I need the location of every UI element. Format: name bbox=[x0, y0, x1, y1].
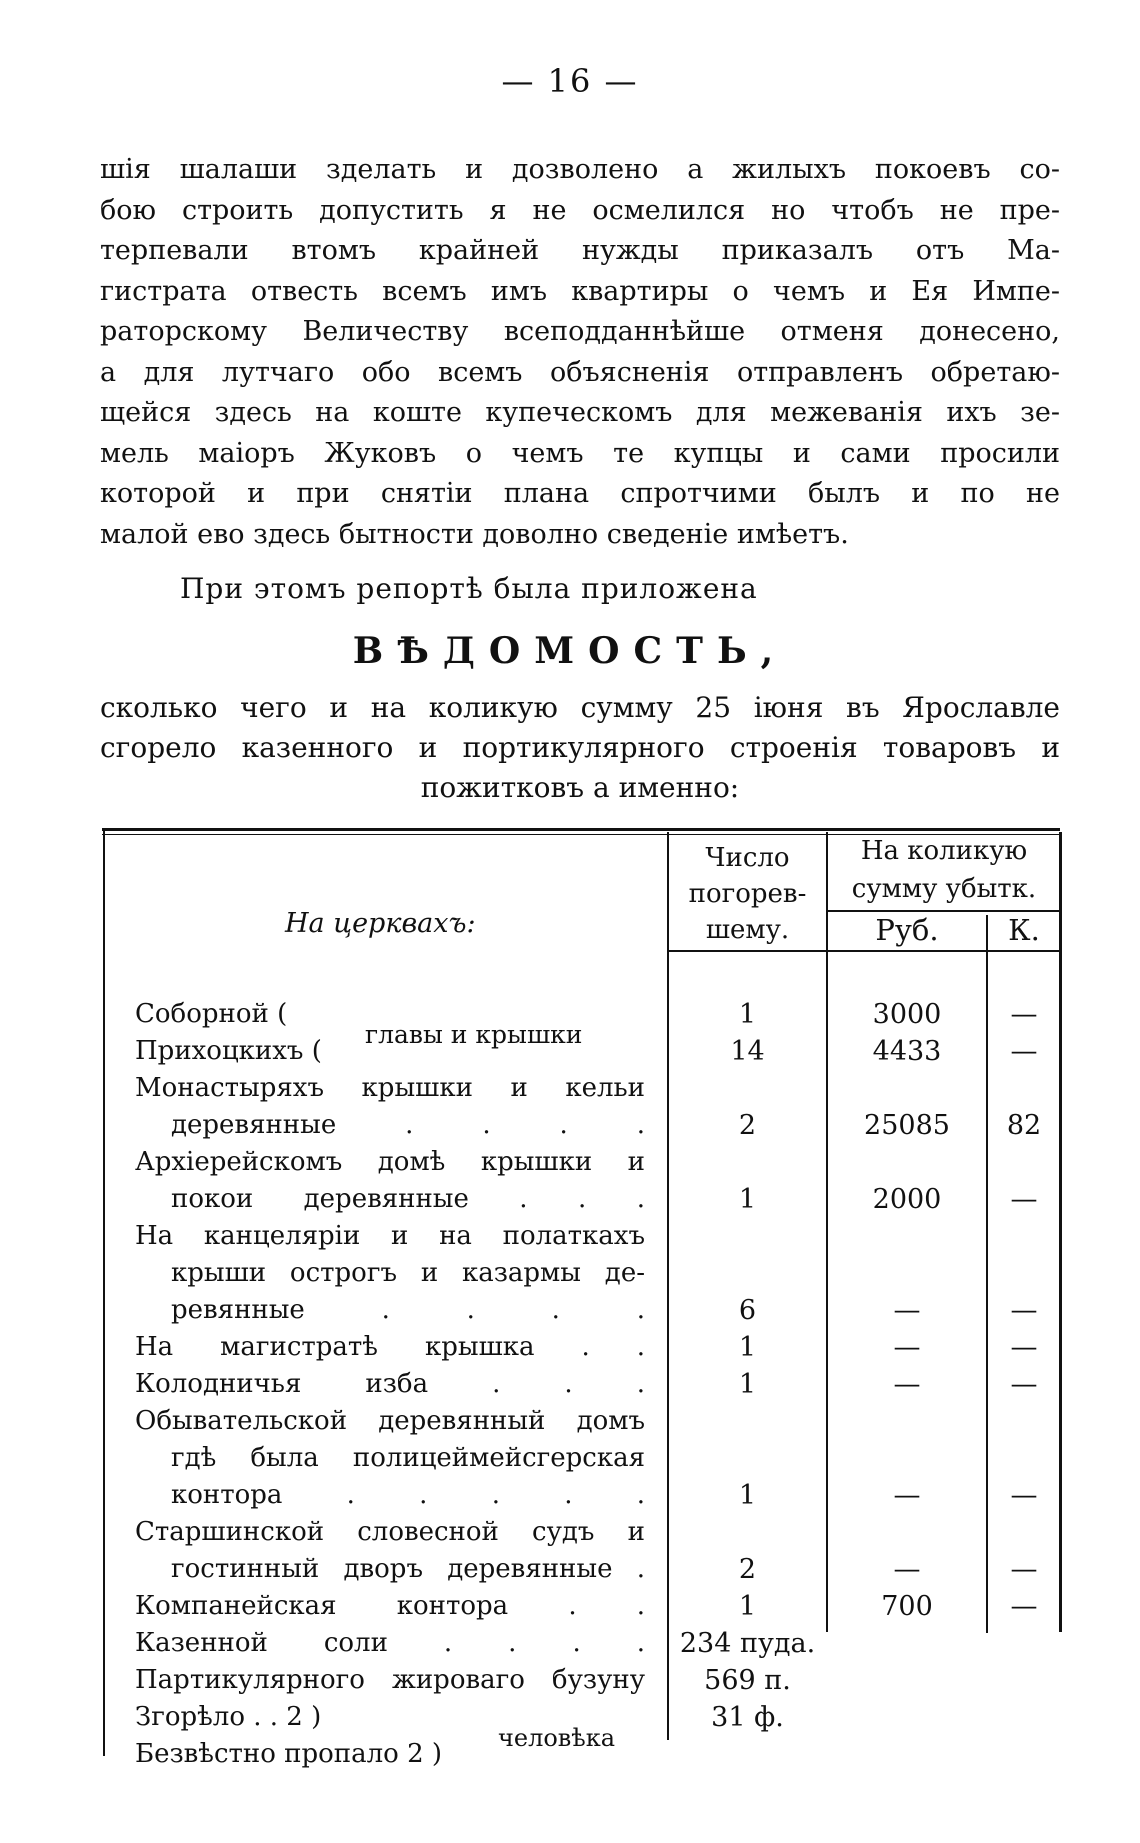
row-rub: — bbox=[893, 1369, 921, 1400]
row-kop: — bbox=[1010, 1184, 1038, 1215]
row-count: 2 bbox=[738, 1554, 757, 1585]
text-line: раторскому Величеству всеподданнѣйше отменя донесено, bbox=[100, 316, 1060, 347]
table-row-desc bbox=[135, 1588, 645, 1625]
table-row-desc: Безвѣстно пропало 2 ) bbox=[135, 1739, 443, 1769]
table-row-desc bbox=[135, 1329, 645, 1366]
subtitle-line: пожитковъ а именно: bbox=[420, 771, 740, 804]
table-row-desc bbox=[135, 1625, 645, 1662]
row-kop: — bbox=[1010, 999, 1038, 1030]
row-count: 569 п. bbox=[704, 1665, 791, 1696]
row-count: 1 bbox=[738, 1184, 757, 1215]
row-count: 6 bbox=[738, 1295, 757, 1326]
subtitle-line: сгорело казенного и портикулярного строенія товаровъ и bbox=[100, 731, 1060, 764]
row-count: 1 bbox=[738, 1591, 757, 1622]
header-sum-line: сумму убытк. bbox=[851, 874, 1037, 904]
row-kop: — bbox=[1010, 1295, 1038, 1326]
table-left-rule bbox=[103, 828, 105, 1756]
desc-line: ревянные . . . . bbox=[171, 1295, 645, 1325]
header-kop: К. bbox=[1008, 913, 1040, 947]
people-label: человѣка bbox=[498, 1724, 616, 1752]
row-count: 14 bbox=[730, 1036, 765, 1067]
desc-line: Монастыряхъ крышки и кельи bbox=[135, 1073, 645, 1103]
desc-line: На канцеляріи и на полаткахъ bbox=[135, 1221, 645, 1251]
row-count: 234 пуда. bbox=[679, 1628, 816, 1659]
header-count-line: Число bbox=[705, 843, 790, 873]
row-count: 1 bbox=[738, 999, 757, 1030]
desc-line: гостинный дворъ деревянные . bbox=[171, 1554, 645, 1584]
table-row-desc bbox=[135, 1144, 645, 1218]
header-sum-line: На коликую bbox=[860, 836, 1028, 866]
header-count-line: шему. bbox=[705, 915, 790, 945]
text-line: малой ево здесь бытности доволно сведеніе имѣетъ. bbox=[100, 518, 849, 550]
table-row-desc: Прихоцкихъ ( bbox=[135, 1036, 322, 1066]
header-bottom-rule bbox=[667, 950, 1060, 952]
text-line: которой и при снятіи плана спротчими былъ и по не bbox=[100, 478, 1060, 509]
row-kop: — bbox=[1010, 1554, 1038, 1585]
desc-line: деревянные . . . . bbox=[171, 1110, 645, 1140]
row-kop: 82 bbox=[1006, 1110, 1042, 1141]
intro-line: При этомъ репортѣ была приложена bbox=[180, 572, 758, 605]
body-paragraph bbox=[100, 150, 1060, 555]
row-count: 31 ф. bbox=[711, 1702, 784, 1733]
row-rub: 3000 bbox=[872, 999, 942, 1030]
table-row-desc: Згорѣло . . 2 ) bbox=[135, 1702, 322, 1732]
text-line: мель маіоръ Жуковъ о чемъ те купцы и сами просили bbox=[100, 437, 1060, 469]
row-count: 1 bbox=[738, 1480, 757, 1511]
row-rub: 700 bbox=[881, 1591, 933, 1622]
text-line: шія шалаши зделать и дозволено а жилыхъ покоевъ со- bbox=[100, 154, 1060, 185]
desc-line: На магистратѣ крышка . . bbox=[135, 1332, 645, 1362]
row-count: 1 bbox=[738, 1369, 757, 1400]
row-rub: 4433 bbox=[872, 1036, 942, 1067]
desc-line: крыши острогъ и казармы де- bbox=[171, 1258, 645, 1288]
page-number: — 16 — bbox=[501, 62, 639, 100]
category-heading: На церквахъ: bbox=[285, 908, 476, 939]
row-kop: — bbox=[1010, 1480, 1038, 1511]
brace-label: главы и крышки bbox=[365, 1020, 583, 1049]
desc-line: Компанейская контора . . bbox=[135, 1591, 645, 1621]
row-rub: — bbox=[893, 1554, 921, 1585]
row-rub: — bbox=[893, 1332, 921, 1363]
desc-line: Казенной соли . . . . bbox=[135, 1628, 645, 1658]
desc-line: гдѣ была полицеймейсгерская bbox=[171, 1443, 645, 1473]
table-row-desc bbox=[135, 1218, 645, 1329]
table-row-desc bbox=[135, 1366, 645, 1403]
subtitle bbox=[100, 688, 1060, 808]
table-row-desc bbox=[135, 1070, 645, 1144]
row-count: 2 bbox=[738, 1110, 757, 1141]
header-count bbox=[669, 840, 826, 948]
row-kop: — bbox=[1010, 1036, 1038, 1067]
desc-line: Обывательской деревянный домъ bbox=[135, 1406, 645, 1436]
row-rub: — bbox=[893, 1295, 921, 1326]
desc-line: Колодничья изба . . . bbox=[135, 1369, 645, 1399]
table-top-rule bbox=[102, 828, 1060, 831]
table-row-desc: Соборной ( bbox=[135, 999, 288, 1029]
table-row-desc bbox=[135, 1514, 645, 1588]
row-rub: 25085 bbox=[864, 1110, 950, 1141]
text-line: а для лутчаго обо всемъ объясненія отправленъ обретаю- bbox=[100, 356, 1060, 388]
row-rub: — bbox=[893, 1480, 921, 1511]
subtitle-line: сколько чего и на коликую сумму 25 іюня въ Ярославле bbox=[100, 691, 1060, 724]
table-row-desc bbox=[135, 1403, 645, 1514]
desc-line: покои деревянные . . . bbox=[171, 1184, 645, 1214]
desc-line: Старшинской словесной судъ и bbox=[135, 1517, 645, 1547]
desc-line: контора . . . . . bbox=[171, 1480, 645, 1510]
row-kop: — bbox=[1010, 1591, 1038, 1622]
table-row-desc bbox=[135, 1662, 645, 1699]
row-rub: 2000 bbox=[872, 1184, 942, 1215]
text-line: щейся здесь на коште купеческомъ для межеванія ихъ зе- bbox=[100, 397, 1060, 428]
text-line: терпевали втомъ крайней нужды приказалъ отъ Ма- bbox=[100, 235, 1060, 266]
row-kop: — bbox=[1010, 1369, 1038, 1400]
row-kop: — bbox=[1010, 1332, 1038, 1363]
text-line: гистрата отвесть всемъ имъ квартиры о чемъ и Ея Импе- bbox=[100, 275, 1060, 307]
document-title: ВѢДОМОСТЬ, bbox=[352, 630, 788, 672]
row-count: 1 bbox=[738, 1332, 757, 1363]
text-line: бою строить допустить я не осмелился но чтобъ не пре- bbox=[100, 194, 1060, 226]
header-sum bbox=[828, 832, 1060, 908]
desc-line: Архіерейскомъ домѣ крышки и bbox=[135, 1147, 645, 1177]
header-count-line: погорев- bbox=[688, 879, 807, 909]
header-rub: Руб. bbox=[875, 913, 939, 947]
desc-line: Партикулярного жироваго бузуну bbox=[135, 1665, 645, 1695]
